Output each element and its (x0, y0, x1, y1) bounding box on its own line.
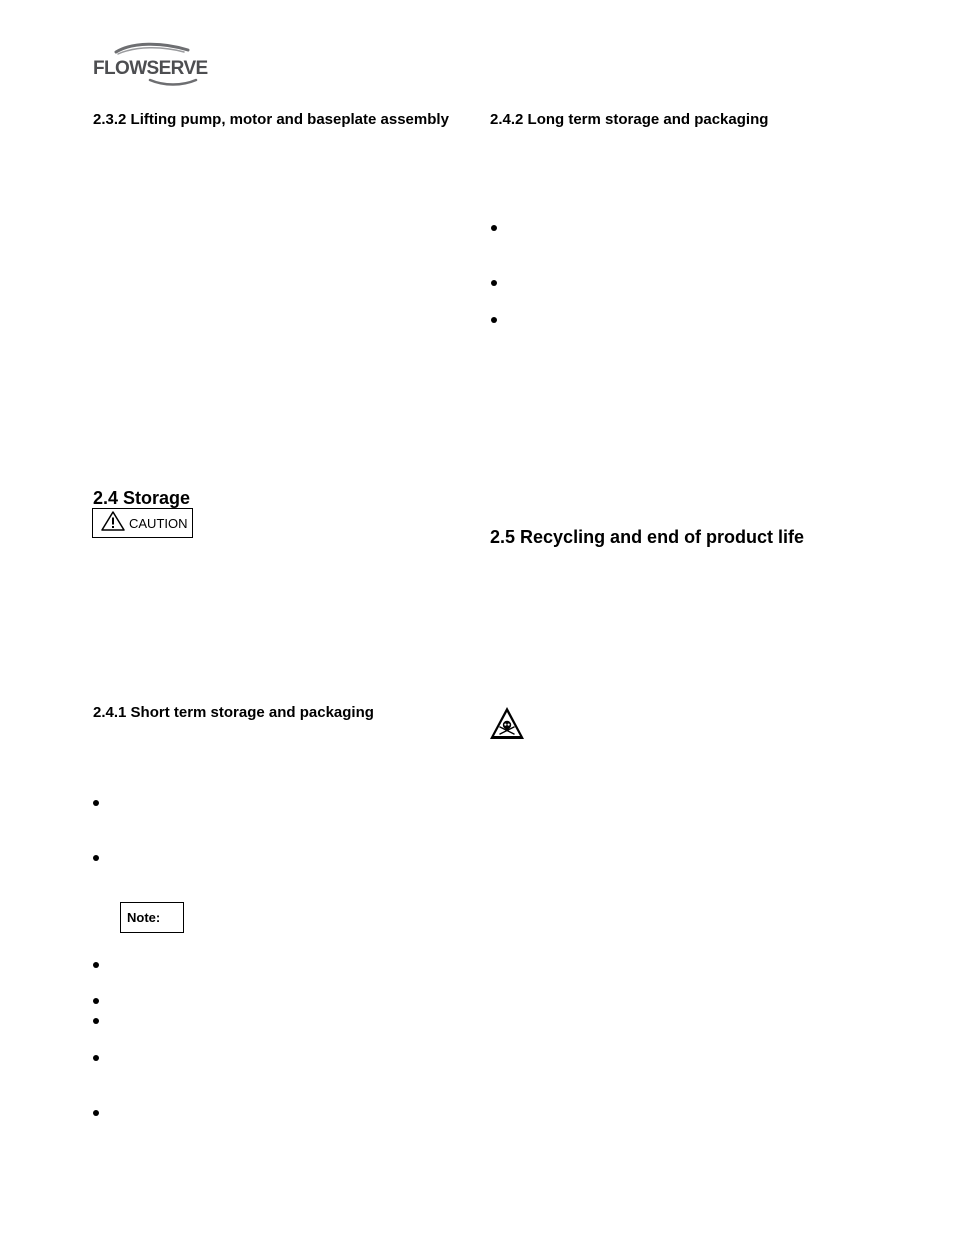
warning-triangle-icon (101, 511, 125, 536)
flowserve-logo (92, 40, 210, 90)
bullet (490, 316, 498, 324)
bullet (490, 224, 498, 232)
section-heading-recycling: 2.5 Recycling and end of product life (490, 527, 805, 547)
section-heading-long-term-storage: 2.4.2 Long term storage and packaging (490, 111, 769, 128)
note-label: Note: (127, 910, 161, 925)
flowserve-logo-graphic (92, 40, 210, 90)
bullet (92, 961, 100, 969)
bullet (92, 1017, 100, 1025)
caution-box (92, 508, 193, 538)
section-heading-storage: 2.4 Storage (93, 488, 191, 508)
bullet (92, 799, 100, 807)
section-heading-lifting: 2.3.2 Lifting pump, motor and baseplate assembly (93, 111, 449, 128)
section-heading-short-term-storage: 2.4.1 Short term storage and packaging (93, 704, 374, 721)
toxic-hazard-icon (489, 706, 525, 740)
bullet (92, 854, 100, 862)
caution-label: CAUTION (129, 515, 188, 531)
bullet (92, 1109, 100, 1117)
bullet (490, 279, 498, 287)
bullet (92, 997, 100, 1005)
bullet (92, 1054, 100, 1062)
svg-text:FLOWSERVE: FLOWSERVE (93, 58, 208, 79)
note-box (120, 902, 184, 933)
